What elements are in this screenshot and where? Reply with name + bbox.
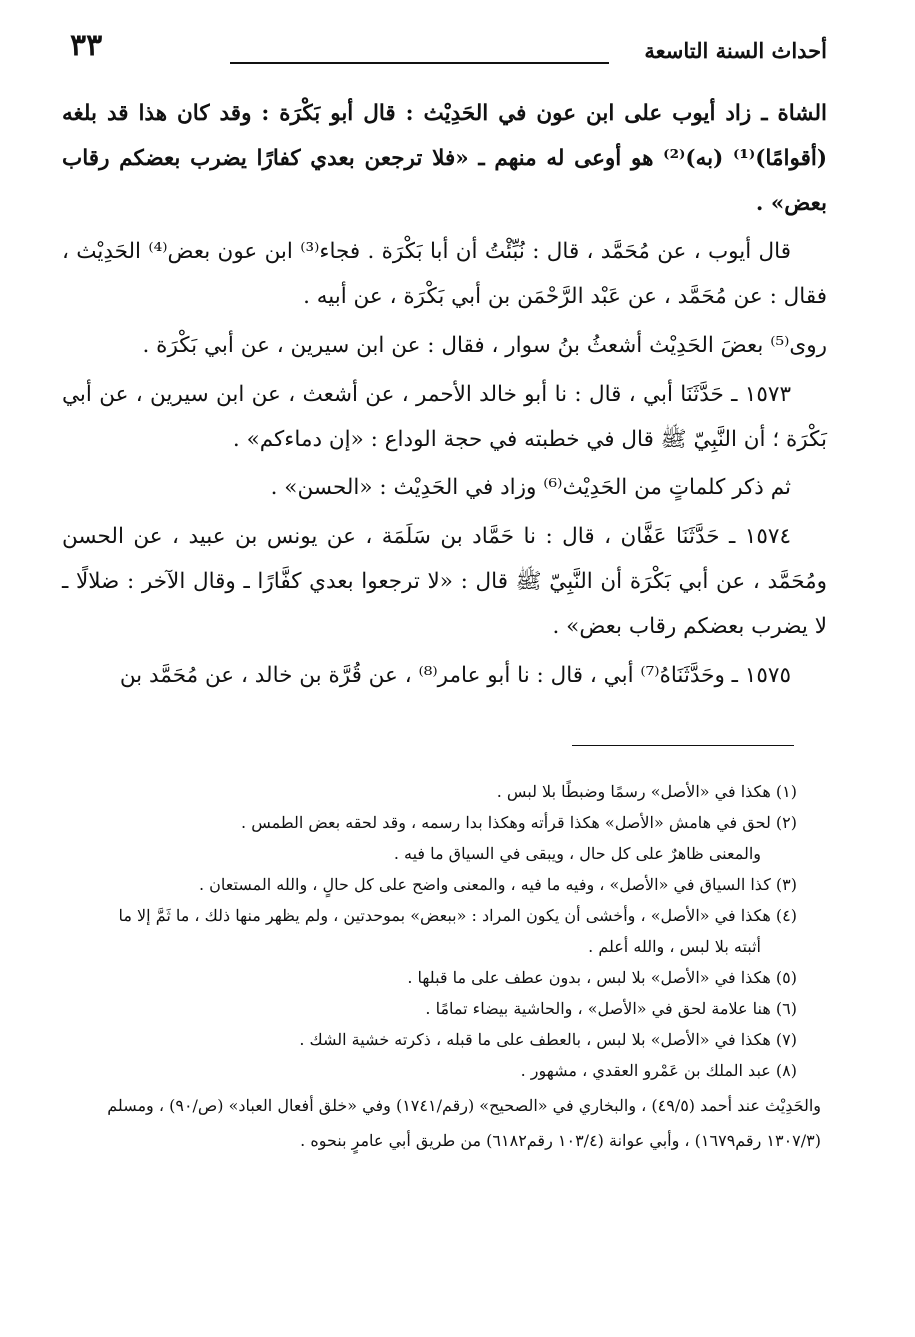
footnote-3: (٣) كذا السياق في «الأصل» ، وفيه ما فيه ، والمعنى واضح على كل حالٍ ، والله المستعان . — [198, 875, 797, 894]
hadith-1574: ١٥٧٤ ـ حَدَّثَنَا عَفَّان ، قال : نا حَمَّاد بن سَلَمَة ، عن يونس بن عبيد ، عن الحسن ومُحَمَّد ، عن أبي بَكْرَة أن النَّبِيّ ﷺ قال : «لا ترجعوا بعدي كفَّارًا ـ وقال الآخر : ضلالًا ـ لا يضرب بعضكم رقاب بعض» . — [62, 524, 827, 639]
hadith-1575: ١٥٧٥ ـ وحَدَّثَنَاهُ⁽⁷⁾ أبي ، قال : نا أبو عامر⁽⁸⁾ ، عن قُرَّة بن خالد ، عن مُحَمَّد بن — [119, 662, 791, 688]
page-number: ٣٣ — [70, 28, 103, 63]
footnotes — [60, 778, 821, 1161]
main-text — [62, 92, 827, 698]
paragraph-1: الشاة ـ زاد أيوب على ابن عون في الحَدِيْث : قال أبو بَكْرَة : وقد كان هذا قد بلغه (أقوامًا)⁽¹⁾ (به)⁽²⁾ هو أوعى له منهم ـ «فلا ترجعن بعدي كفارًا يضرب بعضكم رقاب بعض» . — [62, 101, 827, 216]
footnote-2-continuation: والمعنى ظاهرٌ على كل حال ، ويبقى في السياق ما فيه . — [393, 844, 761, 863]
footnote-8: (٨) عبد الملك بن عَمْرو العقدي ، مشهور . — [520, 1061, 797, 1080]
footnote-4-continuation: أثبته بلا لبس ، والله أعلم . — [588, 937, 761, 956]
page-header — [70, 28, 827, 72]
footnote-7: (٧) هكذا في «الأصل» بلا لبس ، بالعطف على ما قبله ، ذكرته خشية الشك . — [299, 1030, 797, 1049]
footnote-1: (١) هكذا في «الأصل» رسمًا وضبطًا بلا لبس . — [496, 782, 797, 801]
footnote-4: (٤) هكذا في «الأصل» ، وأخشى أن يكون المراد : «ببعض» بموحدتين ، ولم يظهر منها ذلك ، ما ثَمَّ إلا ما — [118, 906, 797, 925]
running-title: أحداث السنة التاسعة — [644, 38, 827, 63]
paragraph-2: قال أيوب ، عن مُحَمَّد ، قال : نُبِّئْتُ أن أبا بَكْرَة . فجاء⁽³⁾ ابن عون بعض⁽⁴⁾ الحَدِيْث ، فقال : عن مُحَمَّد ، عن عَبْد الرَّحْمَن بن أبي بَكْرَة ، عن أبيه . — [62, 239, 827, 310]
paragraph-5: ثم ذكر كلماتٍ من الحَدِيْث⁽⁶⁾ وزاد في الحَدِيْث : «الحسن» . — [270, 475, 791, 501]
footnote-8-sources: والحَدِيْث عند أحمد (٤٩/٥) ، والبخاري في «الصحيح» (رقم/١٧٤١) وفي «خلق أفعال العباد» (ص/٩٠) ، ومسلم (١٣٠٧/٣ رقم١٦٧٩) ، وأبي عوانة (١٠٣/٤ رقم٦١٨٢) من طريق أبي عامرٍ بنحوه . — [107, 1096, 821, 1150]
header-rule — [230, 62, 609, 64]
hadith-1573: ١٥٧٣ ـ حَدَّثَنَا أبي ، قال : نا أبو خالد الأحمر ، عن أشعث ، عن ابن سيرين ، عن أبي بَكْرَة ؛ أن النَّبِيّ ﷺ قال في خطبته في حجة الوداع : «إن دماءكم» . — [62, 381, 827, 452]
paragraph-3: روى⁽⁵⁾ بعضَ الحَدِيْث أشعثُ بنُ سوار ، فقال : عن ابن سيرين ، عن أبي بَكْرَة . — [142, 332, 827, 358]
footnote-2: (٢) لحق في هامش «الأصل» هكذا قرأته وهكذا بدا رسمه ، وقد لحقه بعض الطمس . — [241, 813, 797, 832]
footnote-separator — [572, 745, 794, 746]
footnote-5: (٥) هكذا في «الأصل» بلا لبس ، بدون عطف على ما قبلها . — [407, 968, 797, 987]
footnote-6: (٦) هنا علامة لحق في «الأصل» ، والحاشية بيضاء تمامًا . — [425, 999, 797, 1018]
